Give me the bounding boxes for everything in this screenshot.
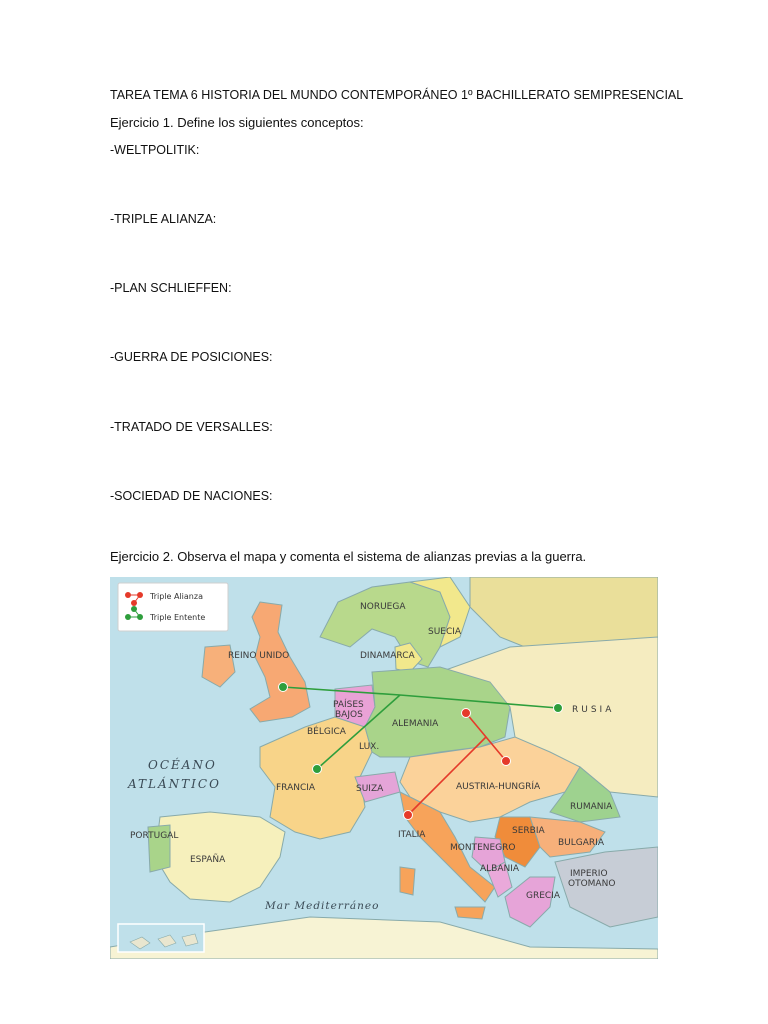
label-bulgaria: BULGARIA [558, 838, 604, 848]
label-albania: ALBANIA [480, 864, 520, 874]
exercise-1-heading: Ejercicio 1. Define los siguientes conceptos: [110, 115, 364, 130]
label-reino-unido: REINO UNIDO [228, 651, 290, 661]
label-alemania: ALEMANIA [392, 719, 439, 729]
label-suecia: SUECIA [428, 627, 462, 637]
label-mar-mediterraneo: Mar Mediterráneo [265, 900, 380, 912]
label-rusia: RUSIA [572, 705, 615, 715]
concept-guerra-posiciones: -GUERRA DE POSICIONES: [110, 350, 273, 364]
legend-triple-entente: Triple Entente [150, 613, 206, 622]
label-suiza: SUIZA [356, 784, 384, 794]
label-montenegro: MONTENEGRO [450, 843, 516, 853]
label-dinamarca: DINAMARCA [360, 651, 415, 661]
concept-sociedad-naciones: -SOCIEDAD DE NACIONES: [110, 489, 273, 503]
map-legend [118, 583, 228, 631]
label-espana: ESPAÑA [190, 855, 226, 865]
label-grecia: GRECIA [526, 891, 561, 901]
legend-triple-alianza: Triple Alianza [150, 592, 203, 601]
label-imperio-2: OTOMANO [568, 879, 616, 889]
label-belgica: BÉLGICA [307, 727, 346, 737]
label-portugal: PORTUGAL [130, 831, 179, 841]
label-noruega: NORUEGA [360, 602, 406, 612]
europe-alliances-map [110, 577, 658, 959]
concept-weltpolitik: -WELTPOLITIK: [110, 143, 200, 157]
label-oceano-1: OCÉANO [148, 758, 217, 772]
label-paises-bajos-2: BAJOS [335, 710, 363, 720]
label-lux: LUX. [359, 742, 380, 752]
label-francia: FRANCIA [276, 783, 316, 793]
exercise-2-heading: Ejercicio 2. Observa el mapa y comenta el sistema de alianzas previas a la guerra. [110, 549, 587, 564]
label-oceano-2: ATLÁNTICO [128, 777, 221, 791]
concept-plan-schlieffen: -PLAN SCHLIEFFEN: [110, 281, 232, 295]
label-paises-bajos-1: PAÍSES [333, 700, 364, 710]
concept-triple-alianza: -TRIPLE ALIANZA: [110, 212, 217, 226]
label-italia: ITALIA [398, 830, 426, 840]
label-serbia: SERBIA [512, 826, 545, 836]
label-rumania: RUMANIA [570, 802, 613, 812]
concept-tratado-versalles: -TRATADO DE VERSALLES: [110, 420, 273, 434]
document-title: TAREA TEMA 6 HISTORIA DEL MUNDO CONTEMPORÁNEO 1º BACHILLERATO SEMIPRESENCIAL [110, 88, 684, 102]
label-imperio-1: IMPERIO [570, 869, 608, 879]
label-austria-hungria: AUSTRIA-HUNGRÍA [456, 782, 541, 792]
